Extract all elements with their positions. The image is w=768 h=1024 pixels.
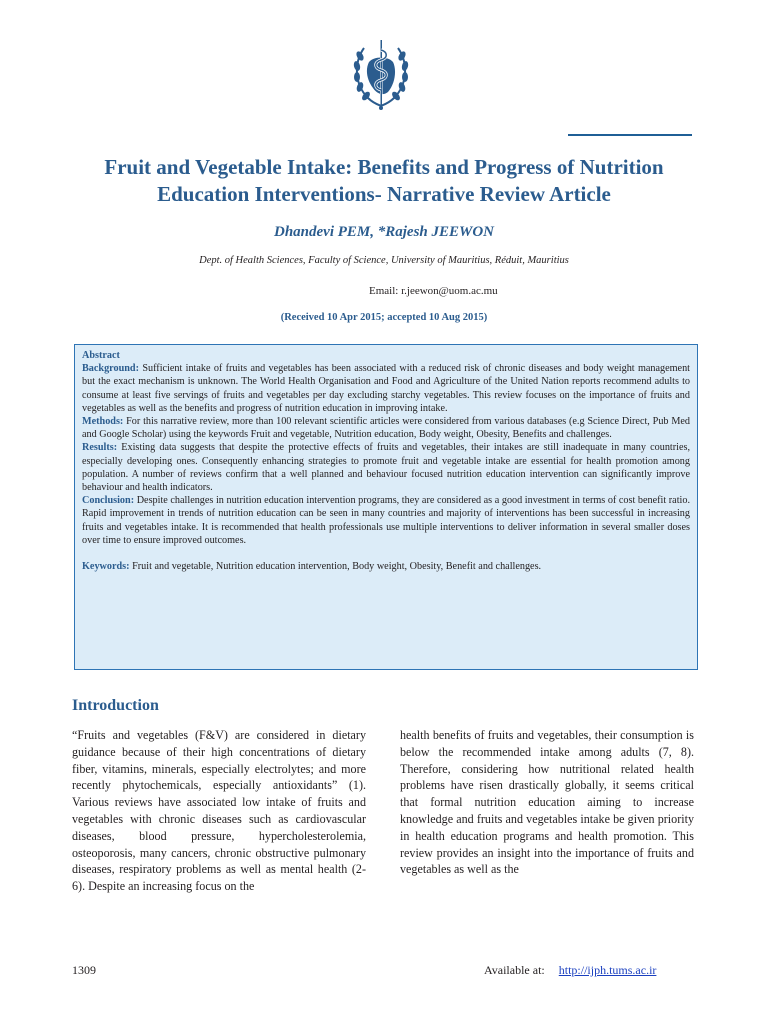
abstract-conclusion: [82, 494, 690, 547]
affiliation: Dept. of Health Sciences, Faculty of Science, University of Mauritius, Réduit, Mauritius: [199, 255, 569, 266]
methods-label: Methods:: [82, 416, 124, 428]
abstract-heading: Abstract: [82, 350, 120, 361]
header-rule: [568, 134, 692, 136]
conclusion-label: Conclusion:: [82, 495, 135, 507]
available-label: Available at:: [484, 963, 545, 977]
abstract-keywords: [82, 560, 690, 573]
intro-column-left: “Fruits and vegetables (F&V) are considered in dietary guidance because of their high concentrations of dietary fiber, vitamins, minerals, especially electrolytes; and more recently phytochemicals, especially antioxidants” (1). Various reviews have associated low intake of fruits and vegetables with chronic diseases such as cardiovascular diseases, blood pressure, hypercholesterolemia, osteoporosis, many cancers, chronic obstructive pulmonary diseases, respiratory problems as well as mental health (2- 6). Despite an increasing focus on the: [72, 728, 366, 894]
abstract-methods: [82, 415, 690, 441]
abstract-results: [82, 441, 690, 494]
methods-text: For this narrative review, more than 100 relevant scientific articles were considered from various databases (e.g Science Direct, Pub Med and Google Scholar) using the keywords Fruit and vegetable, Nutrition education, Body weight, Obesity, Benefits and challenges.: [82, 416, 690, 441]
conclusion-text: Despite challenges in nutrition education intervention programs, they are considered as a good investment in terms of cost benefit ratio. Rapid improvement in trends of nutrition education can be seen in many countries and majority of interventions has been successful in increasing fruits and vegetables intake. It is recommended that health professionals use multiple interventions to deliver information in several smaller doses over time to ensure improved outcomes.: [82, 495, 691, 546]
article-title: Fruit and Vegetable Intake: Benefits and Progress of Nutrition Education Interventions- Narrative Review Article: [104, 155, 664, 206]
intro-column-right: health benefits of fruits and vegetables, their consumption is below the recommended intake among adults (7, 8). Therefore, considering how nutritional related health problems have risen drastically globally, it seems critical that formal nutrition education aiming to increase knowledge and fruits and vegetables intake be given priority in health education programs and health promotion. This review provides an insight into the importance of fruits and vegetables as well as the: [400, 728, 694, 877]
page-number: 1309: [72, 963, 96, 977]
results-text: Existing data suggests that despite the protective effects of fruits and vegetables, their intakes are still inadequate in many countries, especially developing ones. Consequently enhancing strategies to promote fruit and vegetable intake are essential for health promotion among population. A number of reviews confirm that a well planned and behaviour focused nutrition education intervention can significantly improve behaviour and health indicators.: [82, 442, 690, 494]
keywords-label: Keywords:: [82, 561, 130, 573]
abstract-background: [82, 362, 690, 415]
section-heading-introduction: Introduction: [72, 697, 159, 714]
received-dates: (Received 10 Apr 2015; accepted 10 Aug 2015): [280, 312, 488, 323]
footer-availability: [484, 963, 656, 978]
background-label: Background:: [82, 363, 139, 375]
journal-url-link[interactable]: http://ijph.tums.ac.ir: [558, 963, 657, 977]
keywords-text: Fruit and vegetable, Nutrition education intervention, Body weight, Obesity, Benefit and challenges.: [132, 561, 542, 573]
corresponding-email: Email: r.jeewon@uom.ac.mu: [369, 285, 498, 297]
results-label: Results:: [82, 442, 118, 454]
author-list: Dhandevi PEM, *Rajesh JEEWON: [273, 224, 495, 240]
background-text: Sufficient intake of fruits and vegetables has been associated with a reduced risk of chronic diseases and body weight management but the exact mechanism is unknown. The World Health Organisation and Food and Agriculture of the United Nation reports recommend adults to consume at least five servings of fruits and vegetables per day excluding starchy vegetables. This review focuses on the importance of fruits and vegetables as well as the benefits and progress of nutrition education in improving intake.: [82, 363, 691, 414]
abstract-box: [74, 344, 698, 670]
who-emblem-logo: [352, 32, 410, 120]
